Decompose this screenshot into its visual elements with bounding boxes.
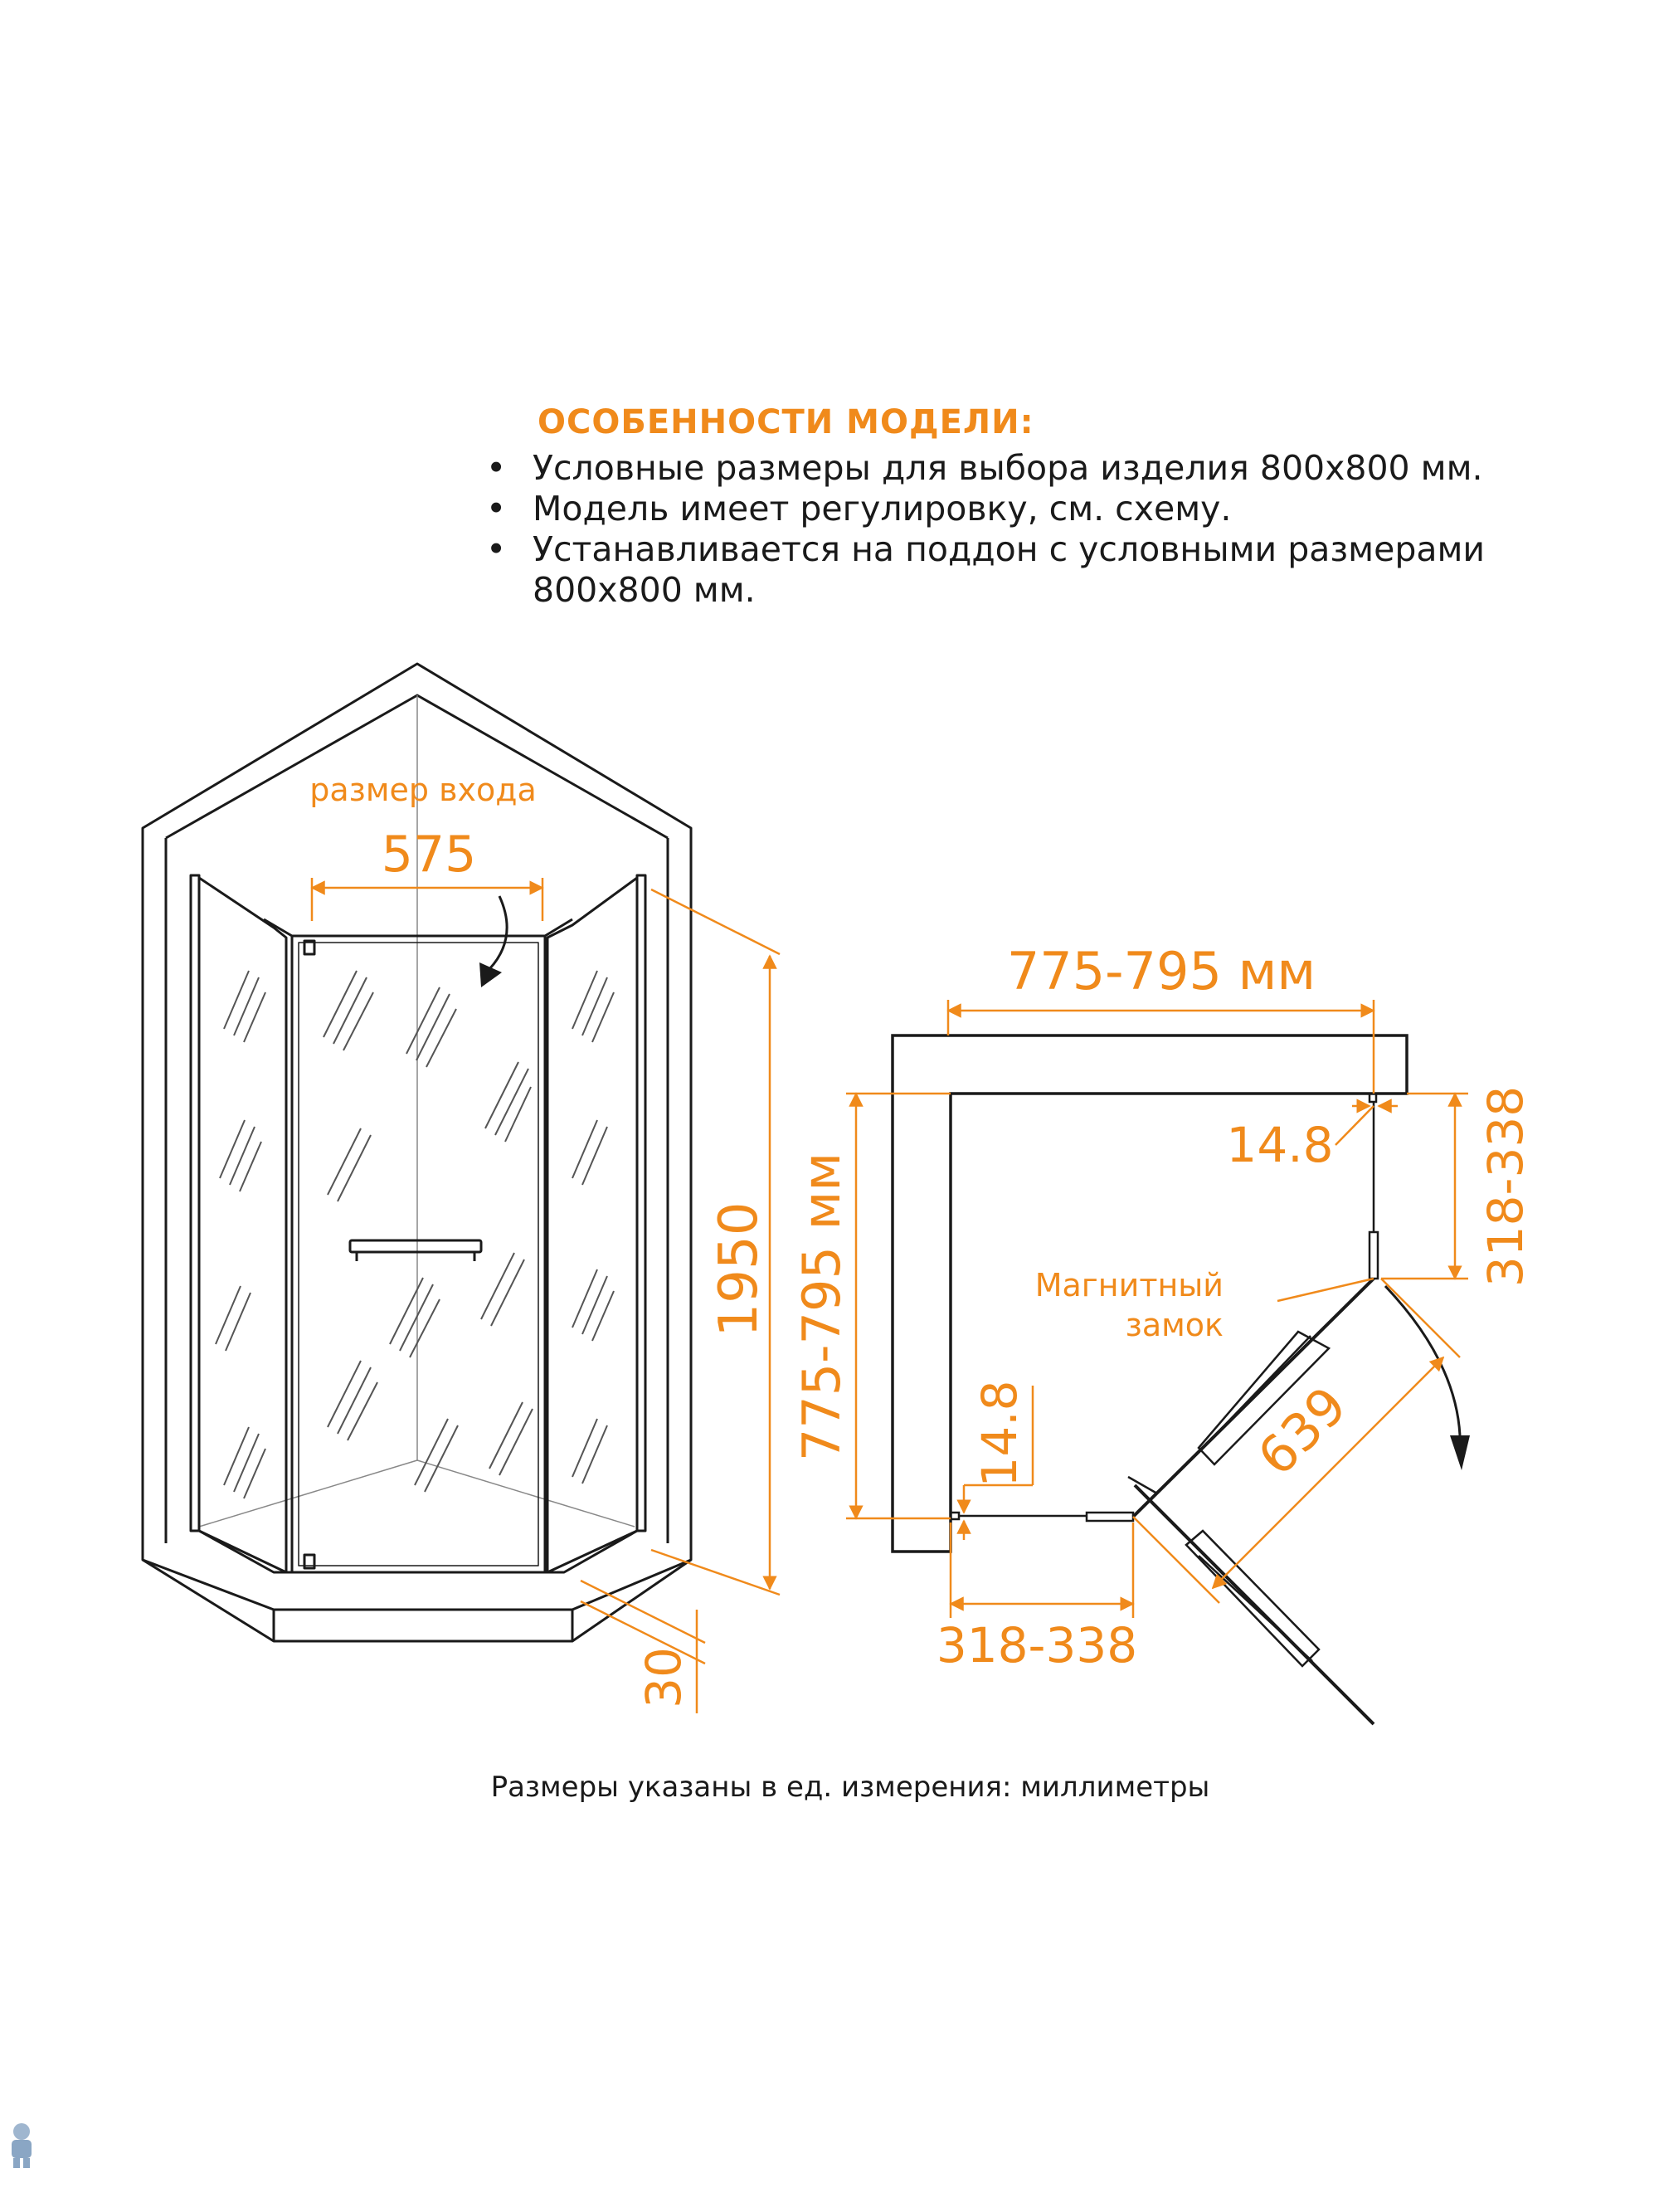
plan-right-offset-value: 318-338 [1477,1085,1534,1288]
door-width-value: 639 [1246,1375,1359,1488]
plan-left-width-value: 775-795 мм [791,1152,852,1462]
plumber-mascot-icon [3,2120,40,2170]
feature-item: • Модель имеет регулировку, см. схему. [481,489,1578,529]
height-value: 1950 [708,1201,770,1337]
entrance-size-label: размер входа [309,772,537,808]
plan-door-swing-arrow [1385,1286,1470,1470]
feature-item: • Условные размеры для выбора изделия 800х800 мм. [481,448,1578,489]
front-view-cabin [143,664,691,1641]
features-title: ОСОБЕННОСТИ МОДЕЛИ: [538,403,1034,441]
magnetic-lock-label-line1: Магнитный [1034,1267,1224,1303]
tray-height-value: 30 [635,1647,692,1708]
magnetic-lock-label-line2: замок [1125,1307,1224,1343]
plan-top-width-value: 775-795 мм [1006,941,1316,1001]
feature-item: • Устанавливается на поддон с условными размерами 800х800 мм. [481,529,1578,611]
plan-top-profile-value: 14.8 [1226,1117,1334,1173]
units-footnote: Размеры указаны в ед. измерения: миллиметры [490,1771,1210,1804]
plan-bottom-offset-value: 318-338 [936,1617,1138,1674]
glass-reflection-hatching [216,971,614,1498]
plan-left-profile-value: 14.8 [971,1380,1028,1488]
door-swing-arrow [479,896,507,987]
entrance-width-value: 575 [381,826,477,884]
